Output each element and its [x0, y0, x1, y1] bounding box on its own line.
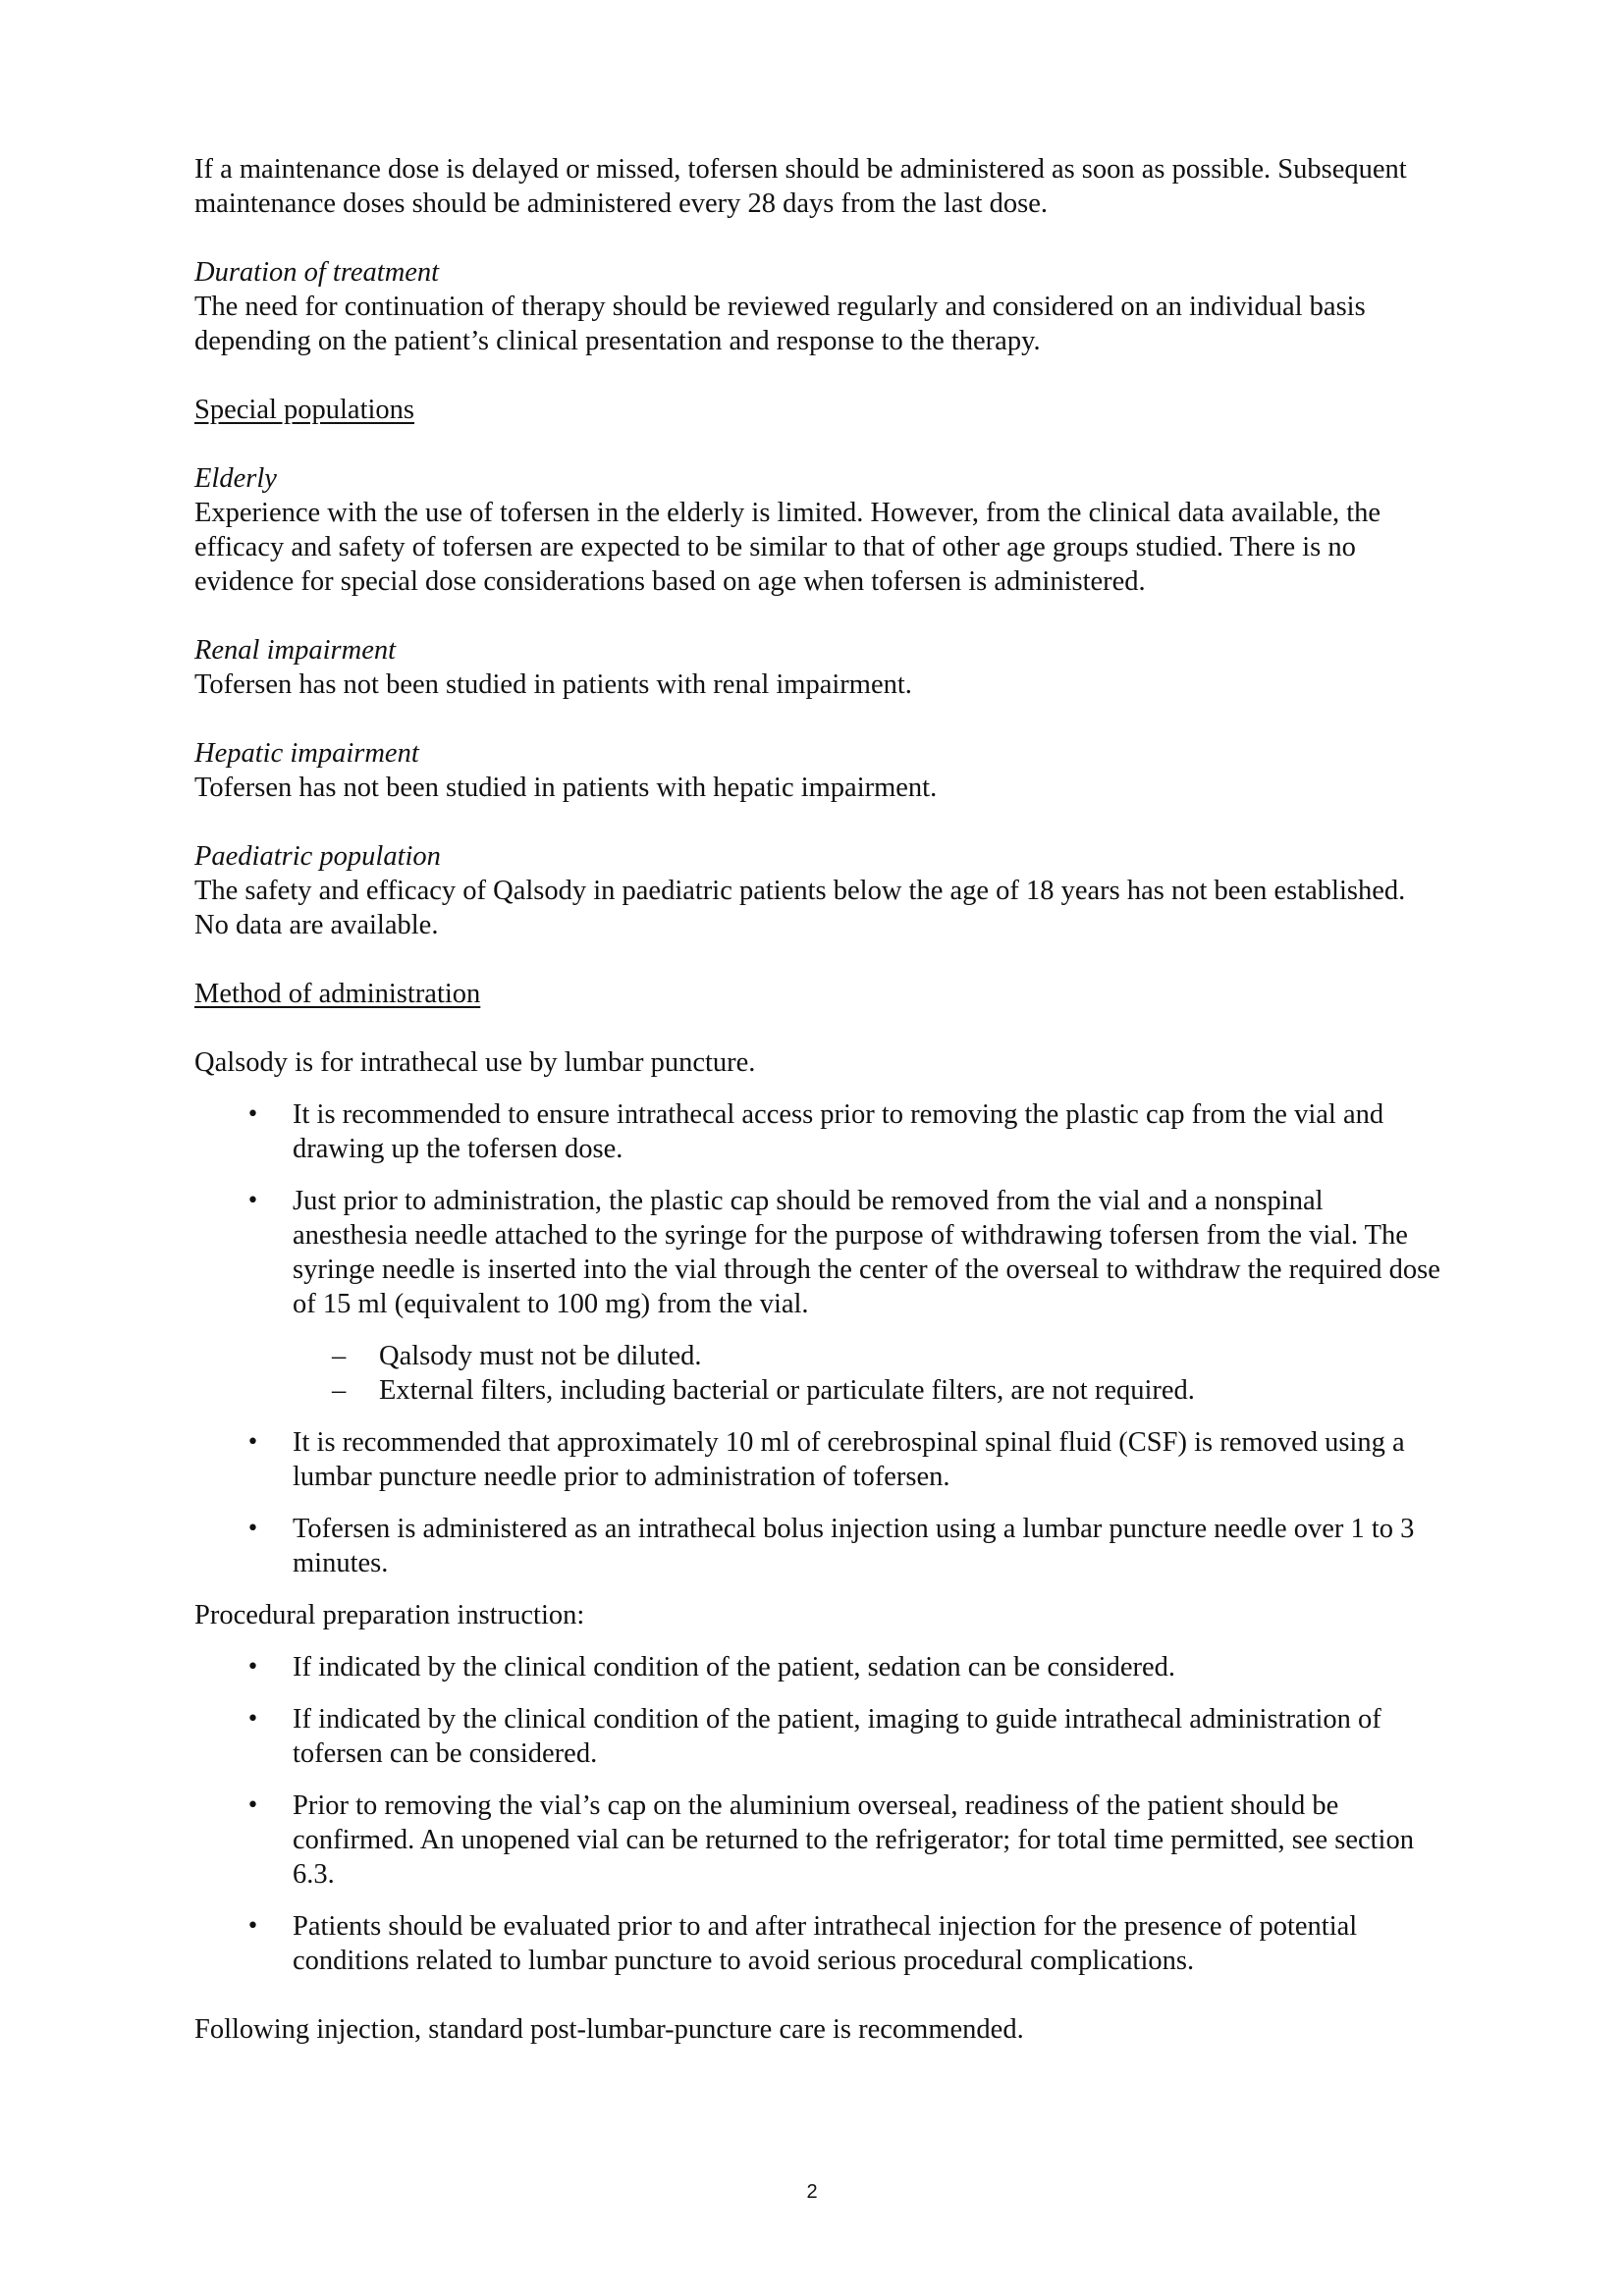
list-item-text: Patients should be evaluated prior to and after intrathecal injection for the presence of potential conditions related to lumbar puncture to avoid serious procedural complications. — [293, 1911, 1358, 1976]
bullet-icon: • — [246, 1655, 259, 1680]
list-item-text: Tofersen is administered as an intrathecal bolus injection using a lumbar puncture needle over 1 to 3 minutes. — [293, 1514, 1415, 1578]
special-populations-heading — [194, 393, 1441, 427]
bullet-icon: • — [246, 1914, 259, 1939]
list-item-text: Prior to removing the vial’s cap on the aluminium overseal, readiness of the patient should be confirmed. An unopened vial can be returned to the refrigerator; for total time permitted, see section 6.3. — [293, 1790, 1414, 1890]
list-item-text: Just prior to administration, the plastic cap should be removed from the vial and a nonspinal anesthesia needle attached to the syringe for the purpose of withdrawing tofersen from the vial. The syringe needle is inserted into the vial through the center of the overseal to withdraw the required dose of 15 ml (equivalent to 100 mg) from the vial. — [293, 1186, 1440, 1319]
duration-heading: Duration of treatment — [194, 257, 440, 288]
maintenance-dose-paragraph: If a maintenance dose is delayed or missed, tofersen should be administered as soon as possible. Subsequent maintenance doses should be administered every 28 days from the last dose. — [194, 154, 1407, 219]
list-item-text: If indicated by the clinical condition of the patient, sedation can be considered. — [293, 1652, 1176, 1682]
sub-list — [293, 1339, 1441, 1408]
list-item — [194, 1512, 1441, 1580]
list-item — [194, 1097, 1441, 1166]
list-item-text: If indicated by the clinical condition of the patient, imaging to guide intrathecal administration of tofersen can be considered. — [293, 1704, 1381, 1769]
bullet-icon: • — [246, 1707, 259, 1732]
list-item — [194, 1909, 1441, 1978]
sub-list-item — [293, 1339, 1441, 1373]
list-item — [194, 1650, 1441, 1684]
bullet-icon: • — [246, 1102, 259, 1127]
closing-paragraph: Following injection, standard post-lumbar-puncture care is recommended. — [194, 2014, 1024, 2045]
method-intro: Qalsody is for intrathecal use by lumbar puncture. — [194, 1047, 756, 1078]
method-heading — [194, 977, 1441, 1011]
list-item-text: It is recommended to ensure intrathecal access prior to removing the plastic cap from the vial and drawing up the tofersen dose. — [293, 1099, 1384, 1164]
method-heading-text: Method of administration — [194, 979, 481, 1009]
paediatric-paragraph: The safety and efficacy of Qalsody in paediatric patients below the age of 18 years has not been established. No data are available. — [194, 876, 1406, 940]
bullet-icon: • — [246, 1430, 259, 1455]
list-item — [194, 1789, 1441, 1892]
bullet-icon: • — [246, 1189, 259, 1213]
list-item — [194, 1425, 1441, 1494]
special-populations-heading-text: Special populations — [194, 395, 415, 425]
dash-icon: – — [332, 1375, 347, 1406]
sub-list-item-text: External filters, including bacterial or particulate filters, are not required. — [379, 1375, 1195, 1406]
sub-list-item-text: Qalsody must not be diluted. — [379, 1341, 702, 1371]
procedural-bullet-list — [194, 1650, 1441, 1978]
renal-paragraph: Tofersen has not been studied in patients with renal impairment. — [194, 669, 912, 700]
sub-list-item — [293, 1373, 1441, 1408]
renal-heading: Renal impairment — [194, 635, 397, 666]
list-item — [194, 1184, 1441, 1408]
procedural-heading: Procedural preparation instruction: — [194, 1600, 585, 1630]
list-item — [194, 1702, 1441, 1771]
list-item-text: It is recommended that approximately 10 ml of cerebrospinal spinal fluid (CSF) is removed using a lumbar puncture needle prior to administration of tofersen. — [293, 1427, 1405, 1492]
elderly-heading: Elderly — [194, 463, 277, 494]
duration-paragraph: The need for continuation of therapy should be reviewed regularly and considered on an individual basis depending on the patient’s clinical presentation and response to the therapy. — [194, 292, 1366, 356]
hepatic-paragraph: Tofersen has not been studied in patients with hepatic impairment. — [194, 773, 938, 803]
elderly-paragraph: Experience with the use of tofersen in the elderly is limited. However, from the clinical data available, the efficacy and safety of tofersen are expected to be similar to that of other age groups studied. There is no evidence for special dose considerations based on age when tofersen is administered. — [194, 498, 1381, 597]
document-page — [194, 152, 1441, 2047]
hepatic-heading: Hepatic impairment — [194, 738, 419, 769]
dash-icon: – — [332, 1341, 347, 1371]
bullet-icon: • — [246, 1517, 259, 1541]
method-bullet-list — [194, 1097, 1441, 1580]
paediatric-heading: Paediatric population — [194, 841, 441, 872]
page-number: 2 — [806, 2181, 818, 2203]
bullet-icon: • — [246, 1793, 259, 1818]
